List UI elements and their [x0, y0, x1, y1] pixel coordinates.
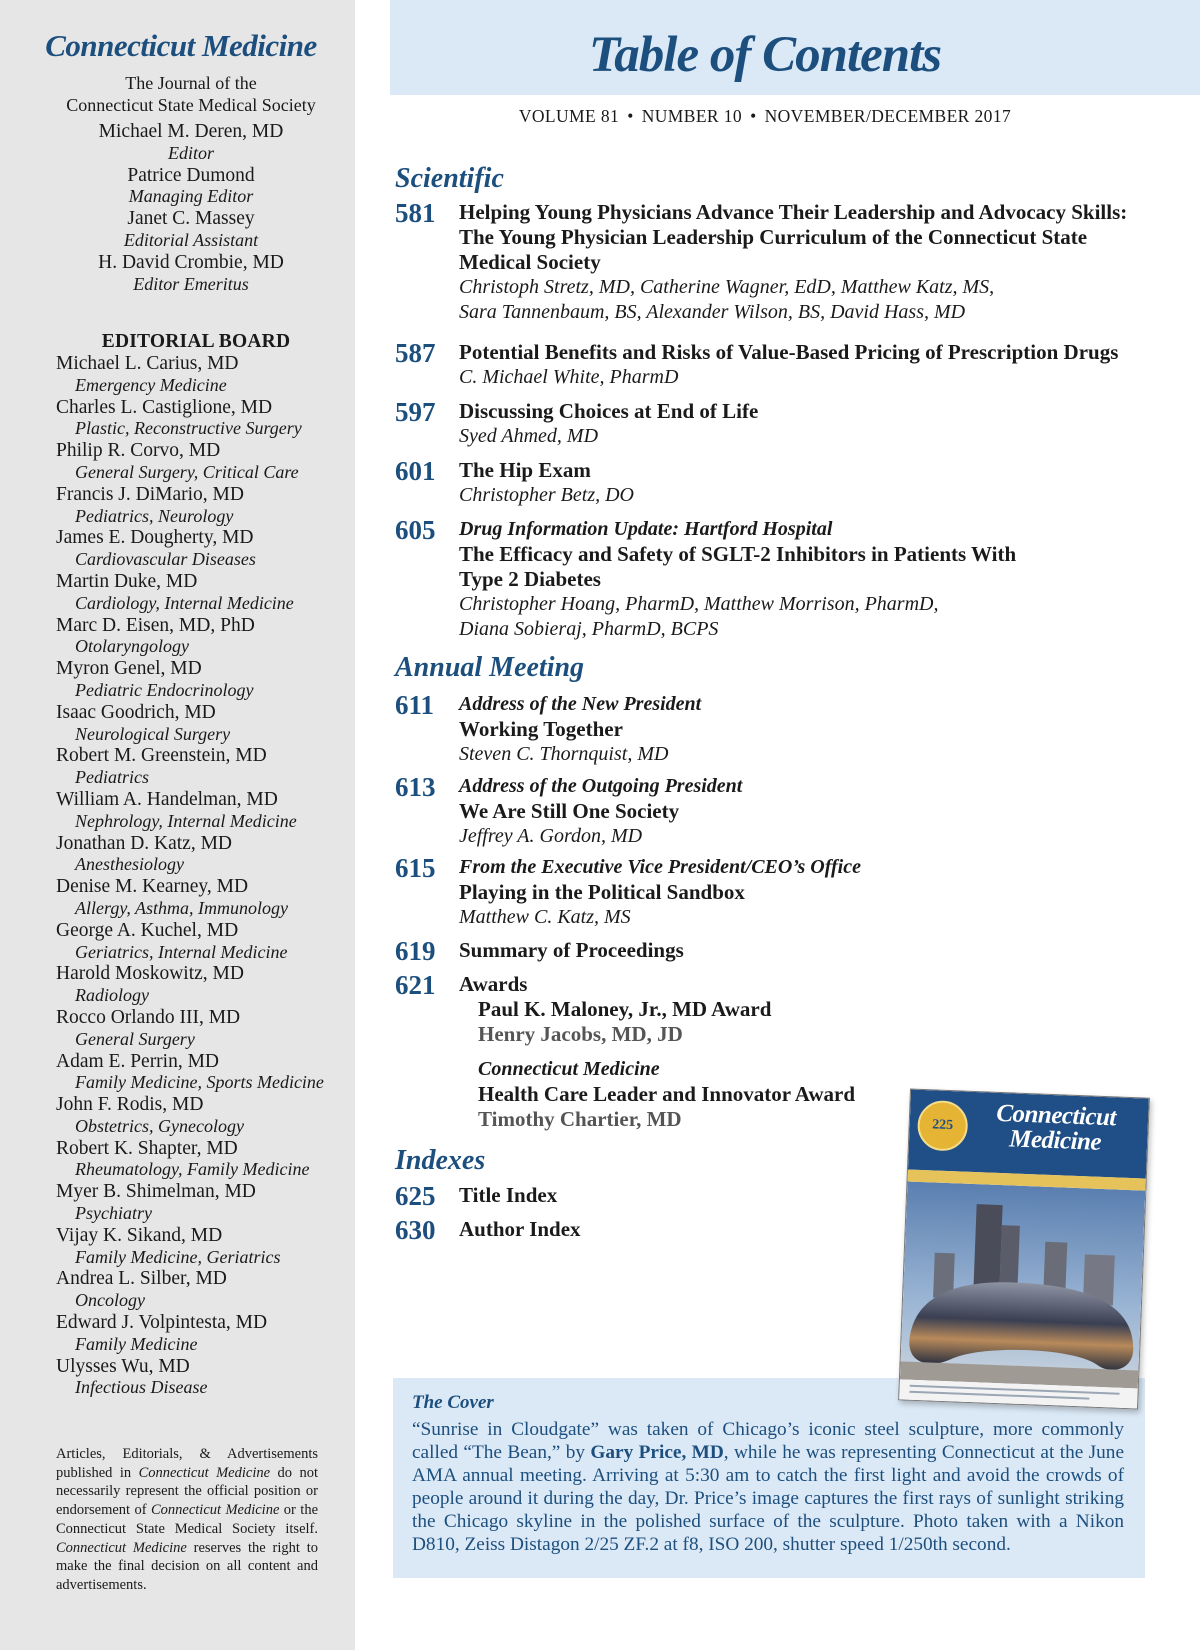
masthead-name: H. David Crombie, MD [98, 251, 284, 273]
article-authors: Steven C. Thornquist, MD [459, 743, 669, 765]
article-title: Helping Young Physicians Advance Their Leadership and Advocacy Skills: [459, 200, 1128, 224]
masthead-role: Editor [167, 142, 214, 163]
article-title: Author Index [459, 1217, 581, 1241]
board-member-specialty: Cardiology, Internal Medicine [75, 592, 294, 613]
board-member-specialty: Pediatrics [75, 767, 149, 788]
board-member-name: John F. Rodis, MD [56, 1094, 204, 1116]
article-authors: Christopher Betz, DO [459, 484, 634, 506]
article-title: Potential Benefits and Risks of Value-Based Pricing of Prescription Drugs [459, 340, 1119, 364]
award-title: Health Care Leader and Innovator Award [478, 1082, 856, 1106]
article-authors: Sara Tannenbaum, BS, Alexander Wilson, BS, David Hass, MD [459, 301, 966, 323]
cover-text: “Sunrise in Cloudgate” was taken of Chicago’s iconic steel sculpture, more commonly called “The Bean,” by [412, 1419, 1124, 1463]
board-member-specialty: Family Medicine, Sports Medicine [75, 1072, 324, 1093]
board-member-name: Myron Genel, MD [56, 658, 202, 680]
article-authors: Syed Ahmed, MD [459, 425, 599, 447]
board-member-name: Vijay K. Sikand, MD [56, 1224, 223, 1246]
article-title: Playing in the Political Sandbox [459, 880, 745, 904]
award-entry[interactable] [478, 997, 958, 1047]
editorial-board-heading: EDITORIAL BOARD [101, 331, 291, 352]
disclaimer-journal-name: Connecticut Medicine [56, 1539, 187, 1556]
section-heading-indexes: Indexes [395, 1145, 486, 1176]
article-title: Title Index [459, 1183, 558, 1207]
disclaimer-journal-name: Connecticut Medicine [138, 1464, 271, 1481]
board-member-specialty: General Surgery [75, 1028, 195, 1049]
page-number: 605 [395, 515, 436, 545]
section-heading-scientific: Scientific [395, 163, 504, 194]
board-member-specialty: Geriatrics, Internal Medicine [75, 941, 288, 962]
cloud-gate-photo [900, 1181, 1145, 1388]
board-member-specialty: Allergy, Asthma, Immunology [75, 897, 288, 918]
board-member-name: Robert K. Shapter, MD [56, 1137, 238, 1159]
date-label: NOVEMBER/DECEMBER 2017 [764, 106, 1012, 126]
disclaimer [56, 1445, 318, 1595]
masthead-role: Editor Emeritus [133, 273, 249, 294]
page-number: 597 [395, 397, 436, 427]
board-member-specialty: Family Medicine [75, 1333, 198, 1354]
cover-description [412, 1418, 1124, 1556]
journal-subtitle [0, 72, 382, 116]
disclaimer-text: Articles, Editorials, & Advertisements published in [56, 1446, 318, 1481]
board-member-specialty: Infectious Disease [75, 1377, 208, 1398]
article-title: The Hip Exam [459, 458, 591, 482]
editorial-board-list [56, 353, 356, 1399]
page-title: Table of Contents [588, 27, 942, 83]
board-member-name: Martin Duke, MD [56, 570, 198, 592]
disclaimer-text: reserves the right to make the final decision on all content and advertisements. [56, 1539, 318, 1593]
board-member-name: Rocco Orlando III, MD [56, 1006, 241, 1028]
toc-entry[interactable] [395, 399, 1175, 449]
article-title: Summary of Proceedings [459, 938, 684, 962]
award-recipient: Timothy Chartier, MD [478, 1107, 682, 1131]
board-member-specialty: Obstetrics, Gynecology [75, 1115, 244, 1136]
toc-entry[interactable] [395, 458, 1175, 508]
article-authors: Christoph Stretz, MD, Catherine Wagner, EdD, Matthew Katz, MS, [459, 276, 995, 298]
board-member-specialty: Plastic, Reconstructive Surgery [75, 418, 302, 439]
toc-entry[interactable] [395, 774, 1175, 849]
number-label: NUMBER 10 [641, 106, 743, 126]
page-number: 621 [395, 970, 436, 1000]
board-member-name: Michael L. Carius, MD [56, 353, 239, 374]
board-member-name: Marc D. Eisen, MD, PhD [56, 614, 255, 636]
toc-entry[interactable] [395, 970, 1175, 1000]
journal-subtitle-line: The Journal of the [125, 73, 257, 93]
board-member-specialty: Psychiatry [75, 1203, 152, 1224]
board-member-specialty: Cardiovascular Diseases [75, 549, 256, 570]
disclaimer-text: or the Connecticut State Medical Society itself. [56, 1502, 319, 1537]
board-member-name: William A. Handelman, MD [56, 788, 278, 810]
section-heading-annual-meeting: Annual Meeting [395, 652, 585, 683]
toc-entry[interactable] [395, 692, 1175, 767]
article-authors: C. Michael White, PharmD [459, 366, 679, 388]
disclaimer-journal-name: Connecticut Medicine [150, 1502, 280, 1519]
board-member-name: Myer B. Shimelman, MD [56, 1181, 256, 1203]
toc-entry[interactable] [395, 340, 1175, 390]
page-number: 615 [395, 853, 436, 883]
toc-entry[interactable] [395, 517, 1175, 642]
award-title: Paul K. Maloney, Jr., MD Award [478, 997, 772, 1021]
article-title: Awards [459, 972, 528, 996]
bullet-separator: • [750, 106, 757, 126]
thumbnail-logo: Connecticut Medicine [995, 1099, 1117, 1156]
article-authors: Christopher Hoang, PharmD, Matthew Morrison, PharmD, [459, 593, 939, 615]
page-number: 625 [395, 1181, 436, 1211]
board-member-name: Denise M. Kearney, MD [56, 876, 249, 898]
board-member-specialty: Radiology [75, 985, 149, 1006]
magazine-cover-thumbnail[interactable] [898, 1089, 1150, 1410]
bullet-separator: • [627, 106, 634, 126]
page-number: 613 [395, 772, 436, 802]
toc-entry[interactable] [395, 200, 1175, 325]
article-kicker: Drug Information Update: Hartford Hospital [459, 518, 833, 540]
board-member-name: Edward J. Volpintesta, MD [56, 1312, 268, 1334]
page-number: 630 [395, 1215, 436, 1245]
page-number: 601 [395, 456, 436, 486]
board-member-name: Philip R. Corvo, MD [56, 440, 221, 462]
masthead-role: Managing Editor [128, 186, 254, 207]
masthead [0, 121, 382, 295]
board-member-name: James E. Dougherty, MD [56, 527, 254, 549]
board-member-name: Adam E. Perrin, MD [56, 1050, 220, 1072]
board-member-name: Jonathan D. Katz, MD [56, 832, 233, 854]
masthead-name: Janet C. Massey [127, 208, 255, 230]
article-title: Working Together [459, 717, 623, 741]
anniversary-seal-icon: 225 [917, 1100, 969, 1152]
issue-line [390, 106, 1140, 127]
masthead-name: Patrice Dumond [127, 164, 255, 186]
board-member-specialty: Pediatric Endocrinology [75, 679, 254, 700]
board-member-specialty: Pediatrics, Neurology [75, 505, 234, 526]
board-member-specialty: Emergency Medicine [75, 374, 227, 395]
article-authors: Matthew C. Katz, MS [459, 906, 631, 928]
board-member-name: Charles L. Castiglione, MD [56, 396, 273, 418]
board-member-name: George A. Kuchel, MD [56, 919, 239, 941]
editorial-sidebar [0, 0, 355, 1650]
page-number: 581 [395, 198, 436, 228]
board-member-specialty: Otolaryngology [75, 636, 189, 657]
journal-subtitle-line: Connecticut State Medical Society [66, 95, 316, 115]
article-kicker: Address of the Outgoing President [459, 775, 743, 797]
masthead-role: Editorial Assistant [123, 229, 259, 250]
toc-entry[interactable] [395, 855, 1175, 930]
award-kicker: Connecticut Medicine [478, 1058, 660, 1080]
article-title: We Are Still One Society [459, 799, 680, 823]
cover-photographer: Gary Price, MD [590, 1442, 724, 1463]
cover-text: , while he was representing Connecticut at the June AMA annual meeting. Arriving at 5:30 am to catch the first light and avoid the crowds of people around it during the day, Dr. Price’s image captures the first rays of sunlight striking the Chicago skyline in the polished surface of the sculpture. Photo taken with a Nikon D810, Zeiss Distagon 2/25 ZF.2 at f8, ISO 200, shutter speed 1/250th second. [412, 1442, 1125, 1555]
board-member-name: Harold Moskowitz, MD [56, 963, 244, 985]
board-member-specialty: Anesthesiology [75, 854, 184, 875]
board-member-name: Andrea L. Silber, MD [56, 1268, 227, 1290]
board-member-specialty: Rheumatology, Family Medicine [75, 1159, 310, 1180]
award-recipient: Henry Jacobs, MD, JD [478, 1022, 683, 1046]
page-number: 611 [395, 690, 435, 720]
journal-title: Connecticut Medicine [45, 28, 317, 63]
board-member-name: Francis J. DiMario, MD [56, 483, 244, 505]
page-number: 619 [395, 936, 436, 966]
cover-heading: The Cover [412, 1392, 494, 1413]
board-member-name: Ulysses Wu, MD [56, 1355, 190, 1377]
article-title: Discussing Choices at End of Life [459, 399, 759, 423]
board-member-name: Isaac Goodrich, MD [56, 701, 216, 723]
volume-label: VOLUME 81 [518, 106, 620, 126]
article-title: Type 2 Diabetes [459, 567, 601, 591]
toc-entry[interactable] [395, 936, 1175, 966]
article-title: The Young Physician Leadership Curriculum of the Connecticut State [459, 225, 1088, 249]
article-kicker: From the Executive Vice President/CEO’s Office [459, 856, 861, 878]
masthead-name: Michael M. Deren, MD [98, 121, 284, 142]
page-number: 587 [395, 338, 436, 368]
board-member-specialty: Oncology [75, 1290, 145, 1311]
award-entry[interactable] [478, 1057, 958, 1132]
article-title: The Efficacy and Safety of SGLT-2 Inhibitors in Patients With [459, 542, 1017, 566]
board-member-specialty: General Surgery, Critical Care [75, 461, 299, 482]
article-authors: Jeffrey A. Gordon, MD [459, 825, 643, 847]
board-member-specialty: Neurological Surgery [75, 723, 231, 744]
article-authors: Diana Sobieraj, PharmD, BCPS [459, 618, 719, 640]
article-title: Medical Society [459, 250, 601, 274]
disclaimer-text: do not necessarily represent the official position or endorsement of [56, 1464, 318, 1519]
board-member-specialty: Family Medicine, Geriatrics [75, 1246, 281, 1267]
board-member-name: Robert M. Greenstein, MD [56, 745, 267, 767]
board-member-specialty: Nephrology, Internal Medicine [75, 810, 297, 831]
article-kicker: Address of the New President [459, 693, 702, 715]
